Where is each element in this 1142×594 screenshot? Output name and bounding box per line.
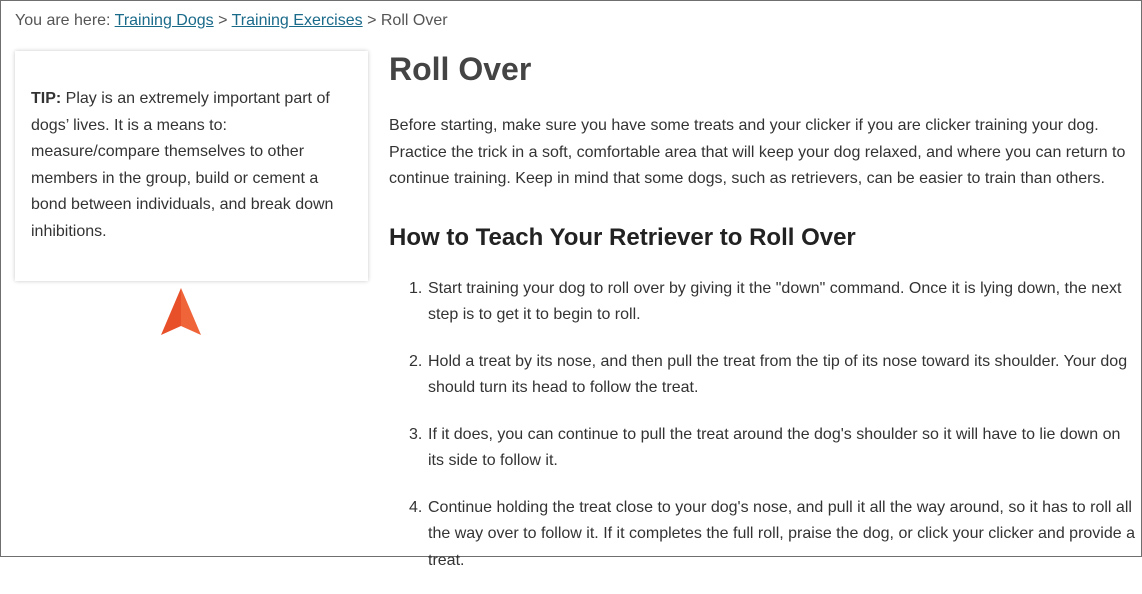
step-text: If it does, you can continue to pull the treat around the dog's shoulder so it will have to lie down on its side to follow it. — [428, 425, 1121, 469]
intro-paragraph: Before starting, make sure you have some treats and your clicker if you are clicker training your dog. Practice the trick in a soft, comfortable area that will keep your dog relaxed, and where you can return to continue training. Keep in mind that some dogs, such as retrievers, can be easier to train than others. — [389, 117, 1126, 187]
breadcrumb-separator: > — [218, 12, 228, 29]
step-item — [389, 495, 1135, 575]
breadcrumb-link-training-dogs[interactable]: Training Dogs — [114, 12, 214, 29]
step-number: 1. — [409, 279, 423, 297]
step-text: Continue holding the treat close to your dog's nose, and pull it all the way around, so it has to roll all the way over to follow it. If it completes the full roll, praise the dog, or click your clicker and provide a treat. — [428, 498, 1135, 569]
tip-text: Play is an extremely important part of dogs’ lives. It is a means to: measure/compare themselves to other members in the group, build or cement a bond between individuals, and break down inhibitions. — [31, 90, 334, 240]
breadcrumb-prefix: You are here: — [15, 12, 111, 29]
step-text: Start training your dog to roll over by giving it the "down" command. Once it is lying down, the next step is to get it to begin to roll. — [428, 279, 1122, 323]
step-text: Hold a treat by its nose, and then pull the treat from the tip of its nose toward its shoulder. Your dog should turn its head to follow the treat. — [428, 352, 1128, 396]
breadcrumb-current: Roll Over — [380, 12, 448, 29]
tip-card — [15, 51, 368, 281]
page-title: Roll Over — [389, 51, 532, 87]
step-item — [389, 276, 1135, 329]
article — [389, 49, 1135, 594]
section-heading: How to Teach Your Retriever to Roll Over — [389, 223, 856, 251]
tip-text-block — [31, 86, 352, 246]
breadcrumb — [15, 12, 448, 30]
step-number: 2. — [409, 352, 423, 370]
arrow-right-face — [181, 288, 201, 335]
step-item — [389, 349, 1135, 402]
arrow-left-face — [161, 288, 181, 335]
navigation-arrow-icon — [158, 286, 204, 338]
breadcrumb-separator: > — [367, 12, 377, 29]
tip-label: TIP: — [31, 90, 62, 107]
step-item — [389, 422, 1135, 475]
breadcrumb-link-training-exercises[interactable]: Training Exercises — [231, 12, 363, 29]
step-number: 4. — [409, 498, 423, 516]
step-number: 3. — [409, 425, 423, 443]
steps-list — [389, 276, 1135, 575]
